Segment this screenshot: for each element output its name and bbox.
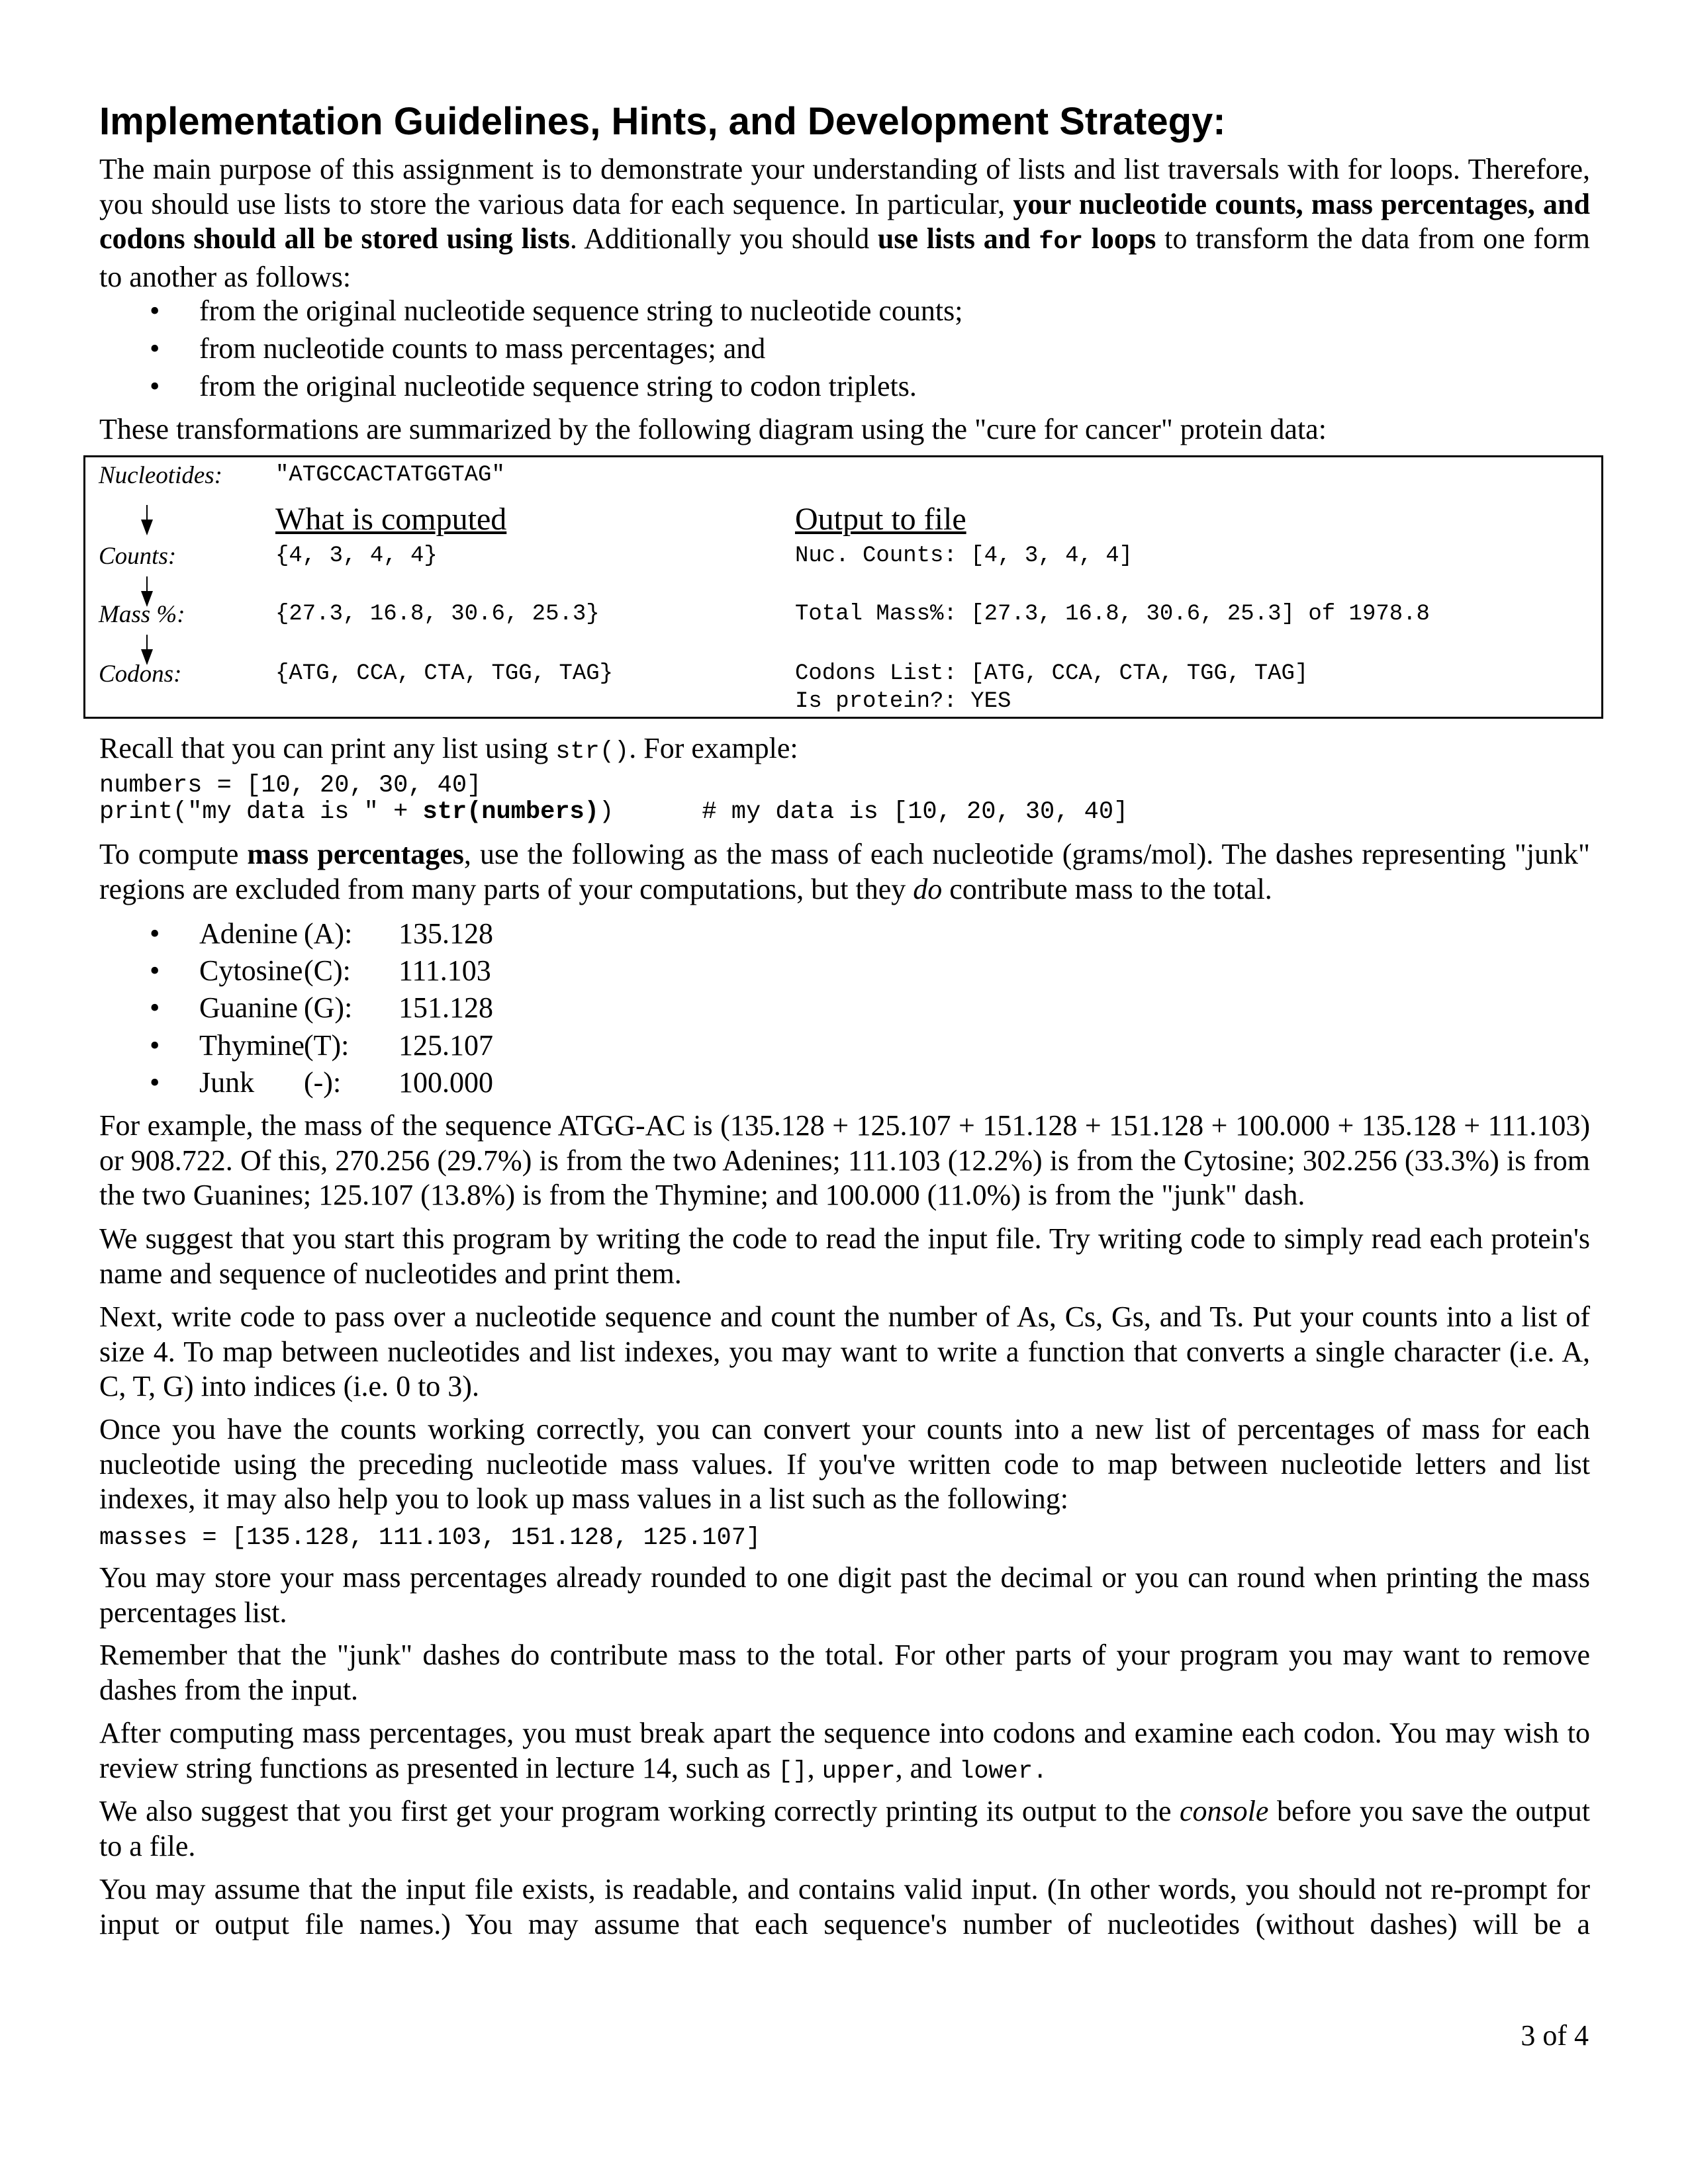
- nucleotide-mass: 111.103: [399, 954, 491, 987]
- text-run: Recall that you can print any list using: [99, 732, 556, 764]
- nucleotide-mass: 100.000: [399, 1066, 493, 1099]
- intro-paragraph: [99, 152, 1590, 295]
- bullet-text: from the original nucleotide sequence string to codon triplets.: [199, 370, 917, 402]
- mass-list-item: [0, 991, 1688, 1026]
- text-run: We suggest that you start this program by writing the code to read the input file. Try writing code to simply read each protein's name and sequence of nucleotides and print them.: [99, 1222, 1590, 1290]
- bullet-item: [0, 294, 1688, 329]
- inline-code: for: [1039, 228, 1083, 257]
- text-run: . Additionally you should: [569, 222, 878, 255]
- protein-output: Is protein?: YES: [795, 689, 1011, 714]
- store-paragraph: [99, 1561, 1590, 1630]
- mass-list-item: [0, 1028, 1688, 1064]
- text-run: After computing mass percentages, you must break apart the sequence into codons and examine each codon. You may wish to review string functions as presented in lecture 14, such as: [99, 1717, 1590, 1784]
- text-run: , and: [895, 1751, 960, 1784]
- bullet-icon: •: [150, 954, 160, 987]
- bullet-icon: •: [150, 370, 160, 402]
- section-heading: Implementation Guidelines, Hints, and Development Strategy:: [99, 100, 1226, 143]
- inline-code: str(numbers): [422, 798, 599, 826]
- inline-code: str(): [555, 738, 630, 766]
- text-run: console: [1180, 1795, 1269, 1827]
- recall-paragraph: [99, 731, 1590, 770]
- nucleotide-code: (-):: [304, 1066, 342, 1099]
- codons-value: {ATG, CCA, CTA, TGG, TAG}: [275, 661, 614, 686]
- bullet-icon: •: [150, 1028, 160, 1062]
- bullet-text: from the original nucleotide sequence string to nucleotide counts;: [199, 295, 963, 327]
- nucleotide-mass: 135.128: [399, 917, 493, 950]
- nucleotide-code: (A):: [304, 917, 353, 950]
- nucleotide-mass: 151.128: [399, 991, 493, 1024]
- output-header: Output to file: [795, 502, 966, 537]
- text-run: For example, the mass of the sequence ATGG-AC is (135.128 + 125.107 + 151.128 + 151.128 + 100.000 + 135.128 + 111.103) or 908.722. Of this, 270.256 (29.7%) is from the two Adenines; 111.103 (12.2%) is from the Cytosine; 302.256 (33.3%) is from the two Guanines; 125.107 (13.8%) is from the Thymine; and 100.000 (11.0%) is from the "junk" dash.: [99, 1109, 1590, 1212]
- text-run: numbers = [10, 20, 30, 40]: [99, 772, 482, 799]
- bullet-item: [0, 332, 1688, 367]
- remember-paragraph: [99, 1638, 1590, 1707]
- text-run: Remember that the "junk" dashes do contribute mass to the total. For other parts of your program you may want to remove dashes from the input.: [99, 1639, 1590, 1706]
- text-run: You may store your mass percentages already rounded to one digit past the decimal or you can round when printing the mass percentages list.: [99, 1561, 1590, 1629]
- text-run: do: [913, 872, 943, 905]
- nucleotides-label: Nucleotides:: [99, 462, 223, 489]
- mass-list-item: [0, 917, 1688, 952]
- text-run: loops: [1082, 222, 1156, 255]
- bullet-icon: •: [150, 332, 160, 365]
- arrow-down-icon: [146, 505, 148, 534]
- transformation-diagram: [83, 455, 1603, 719]
- codons-output: Codons List: [ATG, CCA, CTA, TGG, TAG]: [795, 661, 1309, 686]
- text-run: Next, write code to pass over a nucleotide sequence and count the number of As, Cs, Gs, and Ts. Put your counts into a list of size 4. To map between nucleotides and list indexes, you may want to write a function that converts a single character (i.e. A, C, T, G) into indices (i.e. 0 to 3).: [99, 1300, 1590, 1403]
- code-example-line: [99, 772, 481, 799]
- bullet-icon: •: [150, 917, 160, 950]
- bullet-item: [0, 369, 1688, 404]
- text-run: masses = [135.128, 111.103, 151.128, 125.107]: [99, 1524, 761, 1552]
- inline-code: upper: [821, 1757, 896, 1786]
- bullet-icon: •: [150, 991, 160, 1024]
- mass-list-item: [0, 954, 1688, 989]
- nucleotide-name: Adenine: [199, 917, 299, 950]
- text-run: contribute mass to the total.: [942, 872, 1272, 905]
- text-run: ) # my data is [10, 20, 30, 40]: [598, 798, 1129, 826]
- compute-paragraph: [99, 837, 1590, 907]
- nucleotide-code: (T):: [304, 1028, 350, 1062]
- code-example-line: [99, 798, 1128, 826]
- nucleotide-mass: 125.107: [399, 1028, 493, 1062]
- inline-code: lower.: [959, 1757, 1048, 1786]
- assume-paragraph: [99, 1872, 1590, 1942]
- mass-output: Total Mass%: [27.3, 16.8, 30.6, 25.3] of 1978.8: [795, 602, 1430, 627]
- bullet-icon: •: [150, 1066, 160, 1099]
- mass-label: Mass %:: [99, 601, 185, 628]
- counts-output: Nuc. Counts: [4, 3, 4, 4]: [795, 543, 1133, 569]
- diagram-intro: These transformations are summarized by the following diagram using the "cure for cancer" protein data:: [99, 413, 1327, 445]
- nucleotide-name: Thymine: [199, 1028, 305, 1062]
- bullet-text: from nucleotide counts to mass percentages; and: [199, 332, 766, 365]
- text-run: use lists and: [877, 222, 1039, 255]
- text-run: The main purpose of this assignment is to demonstrate your understanding of lists and list traversals with for loops. Therefore, you should use lists to store the various data for each sequence. In particular,: [99, 153, 1590, 220]
- next-paragraph: [99, 1300, 1590, 1404]
- text-run: . For example:: [629, 732, 798, 764]
- text-run: to transform the data from one form to another as follows:: [99, 222, 1590, 293]
- text-run: To compute: [99, 838, 248, 870]
- nucleotide-name: Guanine: [199, 991, 299, 1024]
- text-run: print("my data is " +: [99, 798, 423, 826]
- nucleotide-code: (G):: [304, 991, 353, 1024]
- text-run: before you save the output to a file.: [99, 1795, 1590, 1862]
- text-run: We also suggest that you first get your program working correctly printing its output to the: [99, 1795, 1180, 1827]
- once-paragraph: [99, 1412, 1590, 1517]
- text-run: mass percentages: [247, 838, 464, 870]
- masses-code-line: [99, 1524, 761, 1552]
- after-paragraph: [99, 1716, 1590, 1789]
- text-run: your nucleotide counts, mass percentages, and codons should all be stored using lists: [99, 187, 1590, 255]
- counts-label: Counts:: [99, 543, 177, 570]
- text-run: ,: [807, 1751, 822, 1784]
- example-paragraph: [99, 1109, 1590, 1213]
- nucleotides-value: "ATGCCACTATGGTAG": [275, 463, 505, 488]
- nucleotide-code: (C):: [304, 954, 351, 987]
- suggest-paragraph: [99, 1222, 1590, 1291]
- mass-value: {27.3, 16.8, 30.6, 25.3}: [275, 602, 600, 627]
- counts-value: {4, 3, 4, 4}: [275, 543, 438, 569]
- nucleotide-name: Cytosine: [199, 954, 303, 987]
- bullet-icon: •: [150, 295, 160, 327]
- computed-header: What is computed: [275, 502, 507, 537]
- text-run: , use the following as the mass of each nucleotide (grams/mol). The dashes representing "junk" regions are excluded from many parts of your computations, but they: [99, 838, 1591, 905]
- text-run: Once you have the counts working correctly, you can convert your counts into a new list of percentages of mass for each nucleotide using the preceding nucleotide mass values. If you've written code to map between nucleotide letters and list indexes, it may also help you to look up mass values in a list such as the following:: [99, 1413, 1590, 1516]
- inline-code: []: [778, 1757, 808, 1786]
- codons-label: Codons:: [99, 660, 182, 688]
- page-number: 3 of 4: [1521, 2019, 1589, 2052]
- text-run: You may assume that the input file exists, is readable, and contains valid input. (In other words, you should not re-prompt for input or output file names.) You may assume that each sequence's number of nucleotides (without dashes) will be a: [99, 1873, 1590, 1940]
- mass-list-item: [0, 1066, 1688, 1101]
- console-paragraph: [99, 1794, 1590, 1864]
- nucleotide-name: Junk: [199, 1066, 255, 1099]
